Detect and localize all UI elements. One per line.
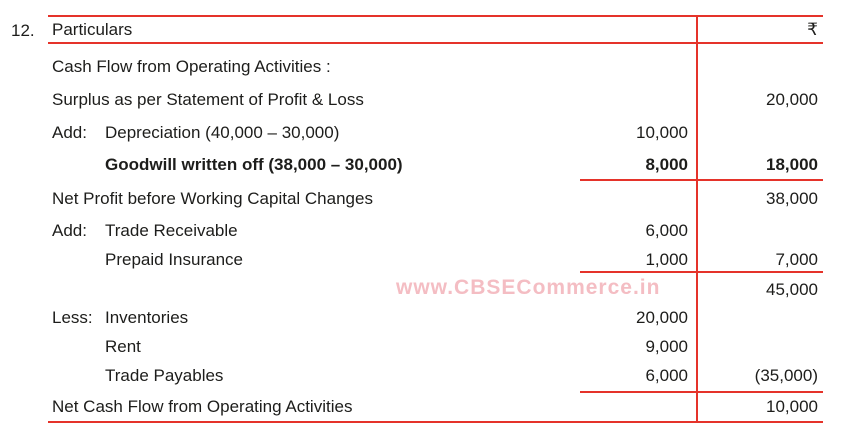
header-particulars: Particulars <box>52 20 133 39</box>
row-section-heading <box>48 56 823 78</box>
row-label: Prepaid Insurance <box>105 250 243 269</box>
amount-detail: 20,000 <box>636 308 688 327</box>
row-prefix: Add: <box>52 123 87 142</box>
watermark: www.CBSECommerce.in <box>396 276 661 299</box>
row-label: Net Cash Flow from Operating Activities <box>52 397 353 416</box>
row-label: Rent <box>105 337 141 356</box>
row-prefix: Less: <box>52 308 93 327</box>
amount-total: 45,000 <box>766 280 818 299</box>
rule-subtotal-18000 <box>580 179 823 181</box>
rule-subtotal-35000 <box>580 391 823 393</box>
row-depreciation <box>48 122 823 144</box>
amount-detail: 1,000 <box>645 250 688 269</box>
row-working-capital-subtotal <box>48 279 823 301</box>
row-net-cash-flow <box>48 396 823 418</box>
row-prefix: Add: <box>52 221 87 240</box>
rule-subtotal-7000 <box>580 271 823 273</box>
amount-total: 10,000 <box>766 397 818 416</box>
header-rupee-symbol: ₹ <box>807 20 818 39</box>
row-label: Goodwill written off (38,000 – 30,000) <box>105 155 403 174</box>
row-label: Surplus as per Statement of Profit & Loss <box>52 90 364 109</box>
amount-total: (35,000) <box>754 366 818 385</box>
amount-detail: 6,000 <box>645 221 688 240</box>
amount-detail: 8,000 <box>645 155 688 174</box>
row-label: Inventories <box>105 308 189 327</box>
rule-table-top <box>48 15 823 17</box>
row-goodwill-written-off <box>48 154 823 176</box>
row-label: Trade Receivable <box>105 221 238 240</box>
rule-header-bottom <box>48 42 823 44</box>
row-net-profit-before-working-capital <box>48 188 823 210</box>
amount-detail: 10,000 <box>636 123 688 142</box>
amount-total: 18,000 <box>766 155 818 174</box>
row-label: Net Profit before Working Capital Changes <box>52 189 373 208</box>
row-label: Cash Flow from Operating Activities : <box>52 57 331 76</box>
row-surplus <box>48 89 823 111</box>
rule-table-bottom <box>48 421 823 423</box>
row-label: Depreciation (40,000 – 30,000) <box>105 123 340 142</box>
row-label: Trade Payables <box>105 366 224 385</box>
row-prepaid-insurance <box>48 249 823 271</box>
row-trade-receivable <box>48 220 823 242</box>
row-rent <box>48 336 823 358</box>
table-header-row <box>48 19 823 41</box>
amount-detail: 9,000 <box>645 337 688 356</box>
amount-total: 38,000 <box>766 189 818 208</box>
amount-total: 20,000 <box>766 90 818 109</box>
question-number: 12. <box>11 21 35 40</box>
amount-total: 7,000 <box>775 250 818 269</box>
amount-detail: 6,000 <box>645 366 688 385</box>
row-inventories <box>48 307 823 329</box>
row-trade-payables <box>48 365 823 387</box>
